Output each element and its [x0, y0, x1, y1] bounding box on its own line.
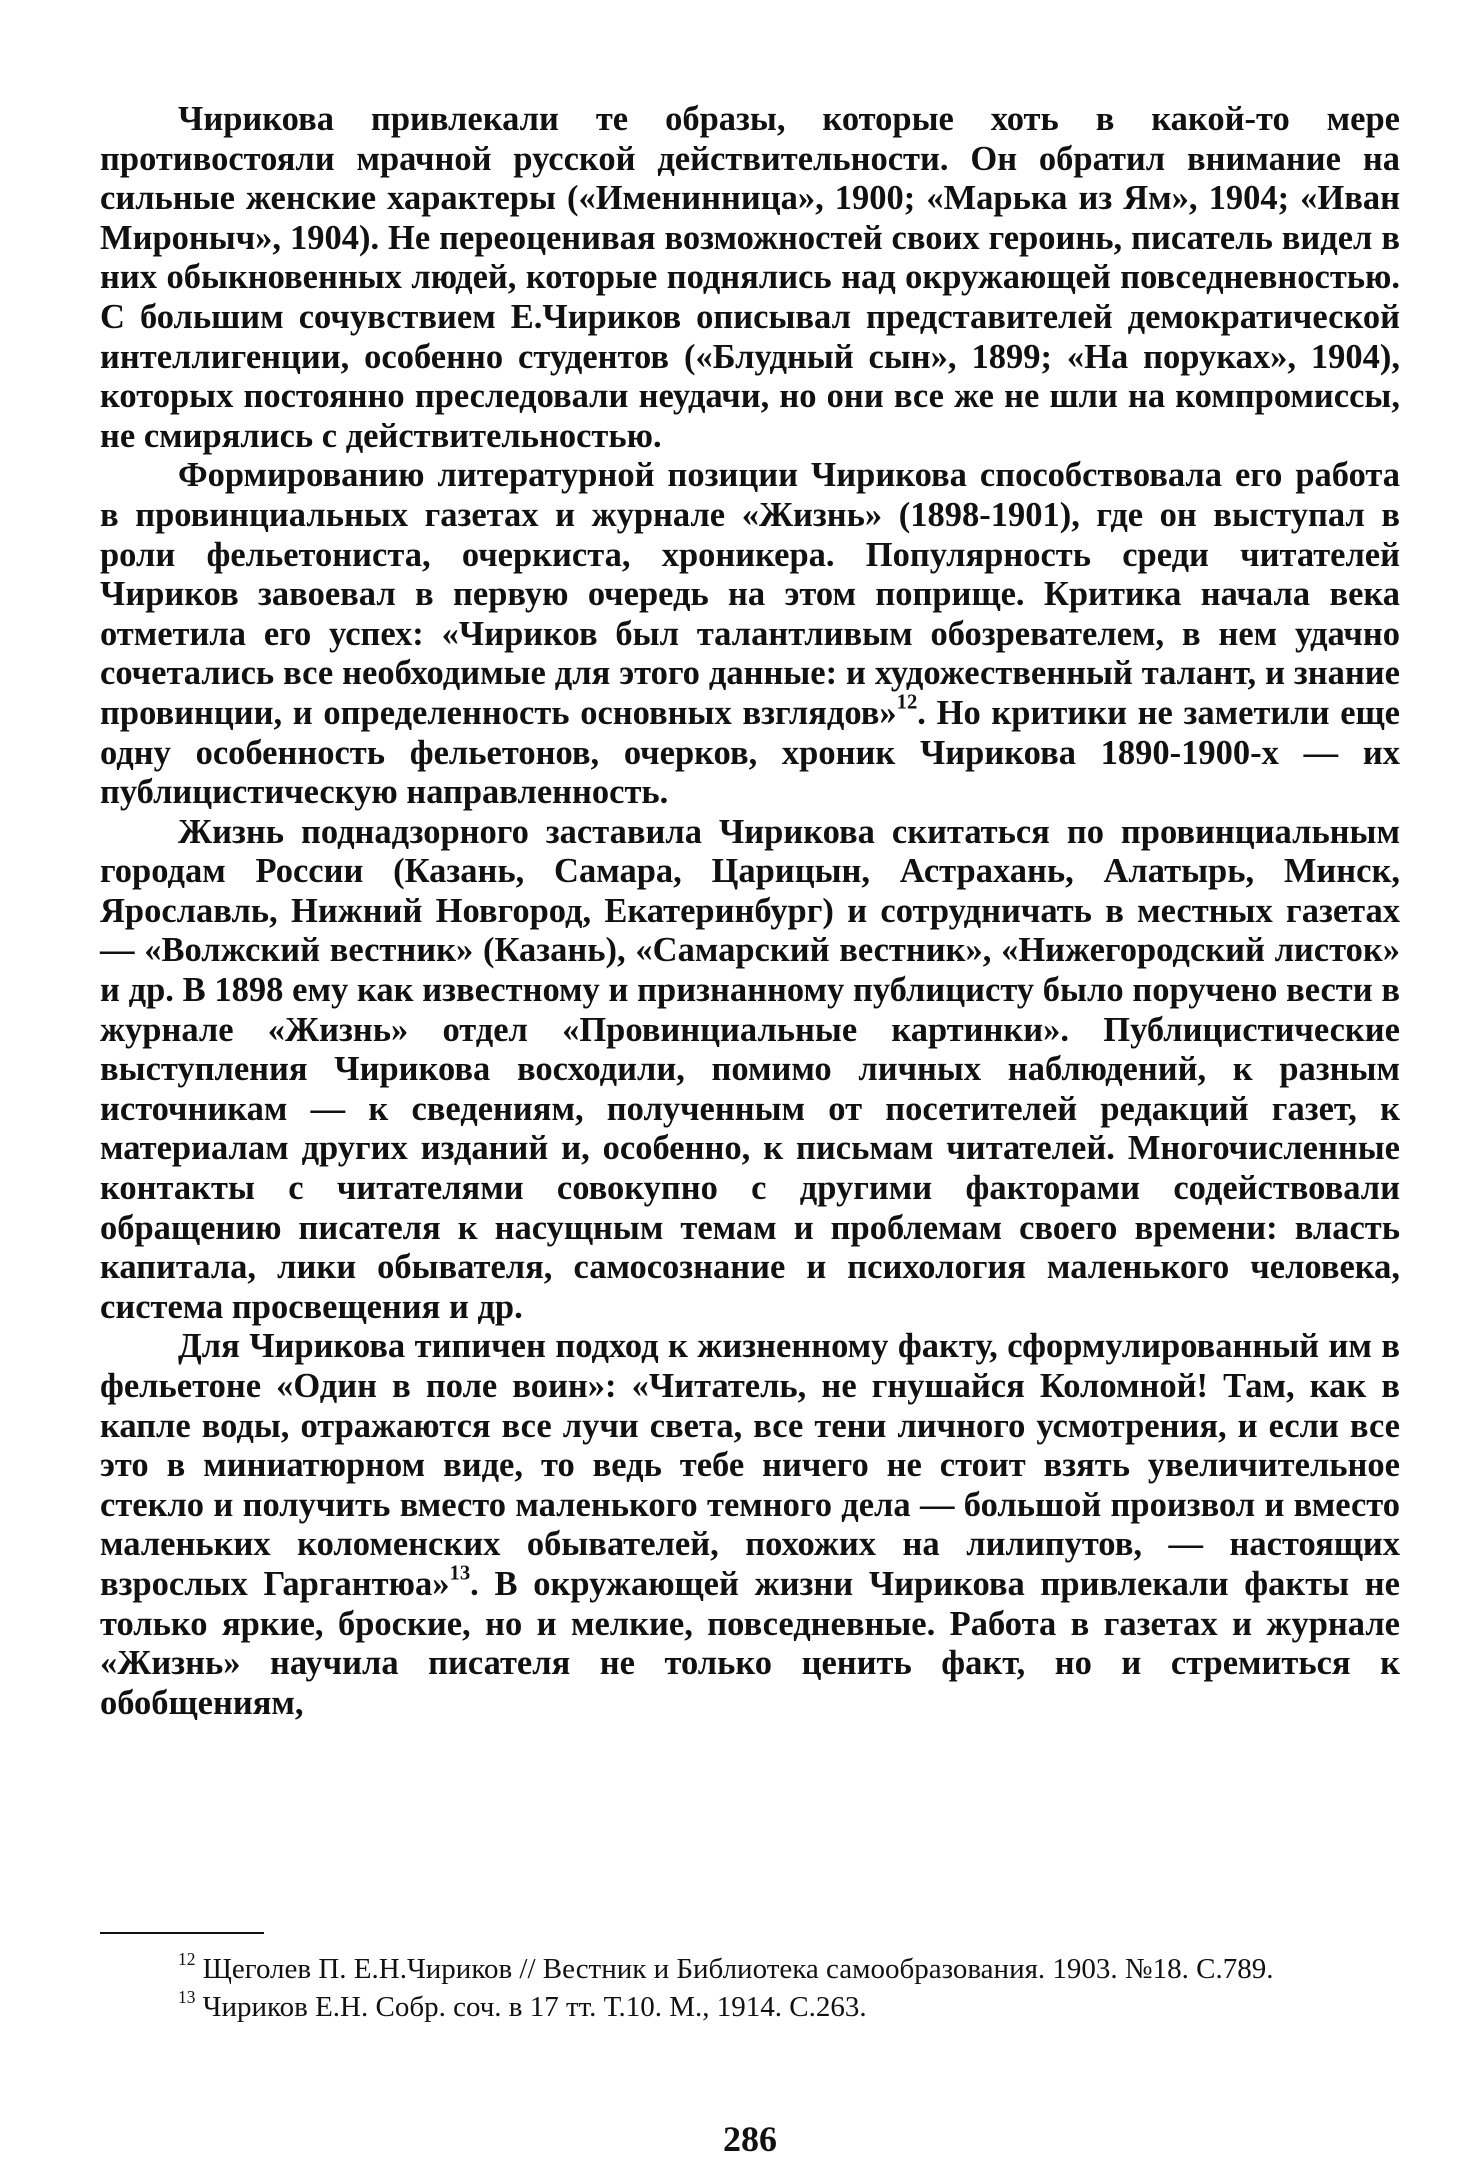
footnotes	[100, 1948, 1400, 2028]
footnote-ref-12[interactable]: 12	[896, 691, 918, 714]
paragraph-3	[100, 813, 1400, 1328]
book-page	[100, 100, 1400, 2159]
paragraph-4-text-after: . В окружающей жизни Чирикова привлекали факты не только яркие, броские, но и мелкие, повседневные. Работа в газетах и журнале «Жизнь» научила писателя не только ценить факт, но и стремиться к обобщениям,	[100, 1564, 1400, 1722]
footnote-13	[100, 1986, 1400, 2024]
paragraph-2-text-after: . Но критики не заметили еще одну особенность фельетонов, очерков, хроник Чирикова 1890-1900-х — их публицистическую направленность.	[100, 693, 1400, 812]
paragraph-4	[100, 1327, 1400, 1723]
footnote-text: Щеголев П. Е.Н.Чириков // Вестник и Библиотека самообразования. 1903. №18. С.789.	[202, 1953, 1274, 1985]
footnote-12	[100, 1948, 1400, 1986]
paragraph-2-text: Формированию литературной позиции Чирикова способствовала его работа в провинциальных газетах и журнале «Жизнь» (1898-1901), где он выступал в роли фельетониста, очеркиста, хроникера. Популярность среди читателей Чириков завоевал в первую очередь на этом поприще. Критика начала века отметила его успех: «Чириков был талантливым обозревателем, в нем удачно сочетались все необходимые для этого данные: и художественный талант, и знание провинции, и определенность основных взглядов»	[100, 456, 1400, 732]
paragraph-4-text: Для Чирикова типичен подход к жизненному факту, сформулированный им в фельетоне «Один в поле воин»: «Читатель, не гнушайся Коломной! Там, как в капле воды, отражаются все лучи света, все тени личного усмотрения, и если все это в миниатюрном виде, то ведь тебе ничего не стоит взять увеличительное стекло и получить вместо маленького темного дела — большой произвол и вместо маленьких коломенских обывателей, похожих на лилипутов, — настоящих взрослых Гаргантюа»	[100, 1327, 1400, 1603]
footnote-number: 13	[178, 1986, 196, 2007]
paragraph-1-text: Чирикова привлекали те образы, которые хоть в какой-то мере противостояли мрачной русской действительности. Он обратил внимание на сильные женские характеры («Именинница», 1900; «Марька из Ям», 1904; «Иван Мироныч», 1904). Не переоценивая возможностей своих героинь, писатель видел в них обыкновенных людей, которые поднялись над окружающей повседневностью. С большим сочувствием Е.Чириков описывал представителей демократической интеллигенции, особенно студентов («Блудный сын», 1899; «На поруках», 1904), которых постоянно преследовали неудачи, но они все же не шли на компромиссы, не смирялись с действительностью.	[100, 100, 1400, 455]
footnote-divider	[100, 1932, 264, 1934]
page-number: 286	[723, 2119, 777, 2159]
main-text	[100, 100, 1400, 1723]
paragraph-3-text: Жизнь поднадзорного заставила Чирикова скитаться по провинциальным городам России (Казань, Самара, Царицын, Астрахань, Алатырь, Минск, Ярославль, Нижний Новгород, Екатеринбург) и сотрудничать в местных газетах — «Волжский вестник» (Казань), «Самарский вестник», «Нижегородский листок» и др. В 1898 ему как известному и признанному публицисту было поручено вести в журнале «Жизнь» отдел «Провинциальные картинки». Публицистические выступления Чирикова восходили, помимо личных наблюдений, к разным источникам — к сведениям, полученным от посетителей редакций газет, к материалам других изданий и, особенно, к письмам читателей. Многочисленные контакты с читателями совокупно с другими факторами содействовали обращению писателя к насущным темам и проблемам своего времени: власть капитала, лики обывателя, самосознание и психология маленького человека, система просвещения и др.	[100, 812, 1400, 1326]
footnote-number: 12	[178, 1948, 196, 1969]
paragraph-1	[100, 100, 1400, 456]
paragraph-2	[100, 456, 1400, 812]
footnote-text: Чириков Е.Н. Собр. соч. в 17 тт. Т.10. М., 1914. С.263.	[202, 1991, 867, 2023]
footnote-ref-13[interactable]: 13	[449, 1562, 471, 1585]
